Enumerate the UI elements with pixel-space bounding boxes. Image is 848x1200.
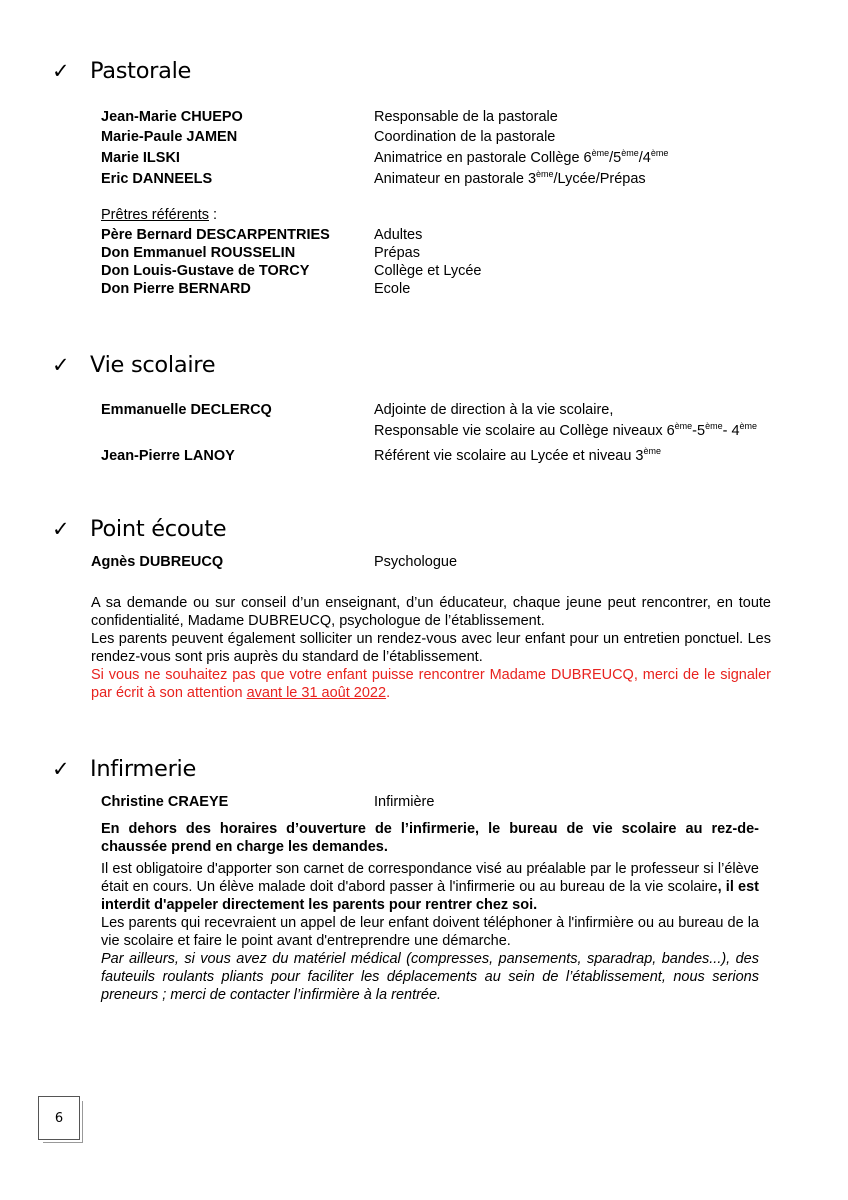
staff-row xyxy=(101,792,801,812)
staff-role: Référent vie scolaire au Lycée et niveau 3ème xyxy=(374,446,661,464)
staff-role: Responsable de la pastorale xyxy=(374,109,558,125)
staff-name: Jean-Pierre LANOY xyxy=(101,448,235,464)
page-number: 6 xyxy=(54,1110,64,1126)
paragraph: Par ailleurs, si vous avez du matériel médical (compresses, pansements, sparadrap, bandes...), des fauteuils roulants pliants pour faciliter les déplacements au sein de l’établissement, nous serions preneurs ; merci de contacter l’infirmière à la rentrée. xyxy=(101,951,759,1003)
page-number-box xyxy=(38,1096,80,1140)
staff-role: Psychologue xyxy=(374,554,458,570)
staff-role: Infirmière xyxy=(374,794,435,810)
staff-row xyxy=(101,148,801,168)
checkmark-icon: ✓ xyxy=(52,516,70,541)
staff-role: Animateur en pastorale 3ème/Lycée/Prépas xyxy=(374,169,646,187)
pretre-name: Don Louis-Gustave de TORCY xyxy=(101,263,310,279)
pretres-heading: Prêtres référents : xyxy=(101,207,218,223)
staff-row xyxy=(101,446,801,466)
paragraph: Les parents qui recevraient un appel de leur enfant doivent téléphoner à l'infirmière ou au bureau de la vie scolaire et faire le point avant d'entreprendre une démarche. xyxy=(101,915,759,949)
pretre-row xyxy=(101,226,801,244)
pretre-name: Don Emmanuel ROUSSELIN xyxy=(101,245,296,261)
staff-name: Eric DANNEELS xyxy=(101,171,213,187)
section-heading-point-ecoute xyxy=(52,516,226,542)
infirmerie-bold-paragraph xyxy=(101,820,759,856)
pretre-row xyxy=(101,280,801,298)
checkmark-icon: ✓ xyxy=(52,58,70,83)
staff-row xyxy=(91,552,791,572)
section-title: Infirmerie xyxy=(90,756,197,782)
pretre-row xyxy=(101,244,801,262)
pretre-role: Ecole xyxy=(374,281,411,297)
checkmark-icon: ✓ xyxy=(52,352,70,377)
paragraph: A sa demande ou sur conseil d’un enseignant, d’un éducateur, chaque jeune peut rencontrer, en toute confidentialité, Madame DUBREUCQ, psychologue de l’établissement. xyxy=(91,595,771,629)
staff-row xyxy=(101,169,801,189)
pretre-name: Don Pierre BERNARD xyxy=(101,281,251,297)
staff-name: Marie ILSKI xyxy=(101,150,180,166)
pretres-label: Prêtres référents xyxy=(101,207,209,223)
checkmark-icon: ✓ xyxy=(52,756,70,781)
staff-name: Christine CRAEYE xyxy=(101,794,229,810)
section-heading-pastorale xyxy=(52,58,191,84)
warning-paragraph: Si vous ne souhaitez pas que votre enfant puisse rencontrer Madame DUBREUCQ, merci de le signaler par écrit à son attention avant le 31 août 2022. xyxy=(91,667,771,701)
staff-row xyxy=(101,400,801,420)
pretre-role: Prépas xyxy=(374,245,420,261)
staff-row xyxy=(101,127,801,147)
staff-name: Marie-Paule JAMEN xyxy=(101,129,238,145)
staff-row-continued xyxy=(101,421,801,441)
staff-role-line2: Responsable vie scolaire au Collège niveaux 6ème-5ème- 4ème xyxy=(374,421,758,439)
section-title: Point écoute xyxy=(90,516,227,542)
pretre-role: Collège et Lycée xyxy=(374,263,482,279)
section-heading-infirmerie xyxy=(52,756,196,782)
paragraph: Il est obligatoire d'apporter son carnet de correspondance visé au préalable par le professeur si l’élève était en cours. Un élève malade doit d'abord passer à l'infirmerie ou au bureau de la vie scolaire, il est interdit d'appeler directement les parents pour rentrer chez soi. xyxy=(101,861,759,913)
staff-role: Coordination de la pastorale xyxy=(374,129,556,145)
staff-role: Animatrice en pastorale Collège 6ème/5ème/4ème xyxy=(374,148,669,166)
pretre-name: Père Bernard DESCARPENTRIES xyxy=(101,227,330,243)
section-title: Pastorale xyxy=(90,58,192,84)
staff-role-line1: Adjointe de direction à la vie scolaire, xyxy=(374,402,614,418)
infirmerie-text xyxy=(101,860,759,1004)
staff-name: Jean-Marie CHUEPO xyxy=(101,109,243,125)
section-heading-vie-scolaire xyxy=(52,352,215,378)
deadline-date: avant le 31 août 2022 xyxy=(246,685,387,701)
paragraph: Les parents peuvent également solliciter un rendez-vous avec leur enfant pour un entretien ponctuel. Les rendez-vous sont pris auprès du standard de l’établissement. xyxy=(91,631,771,665)
pretre-role: Adultes xyxy=(374,227,423,243)
pretre-row xyxy=(101,262,801,280)
point-ecoute-text xyxy=(91,594,771,702)
paragraph: En dehors des horaires d’ouverture de l’infirmerie, le bureau de vie scolaire au rez-de-chaussée prend en charge les demandes. xyxy=(101,821,759,855)
staff-name: Agnès DUBREUCQ xyxy=(91,554,224,570)
staff-name: Emmanuelle DECLERCQ xyxy=(101,402,272,418)
staff-row xyxy=(101,107,801,127)
section-title: Vie scolaire xyxy=(90,352,216,378)
